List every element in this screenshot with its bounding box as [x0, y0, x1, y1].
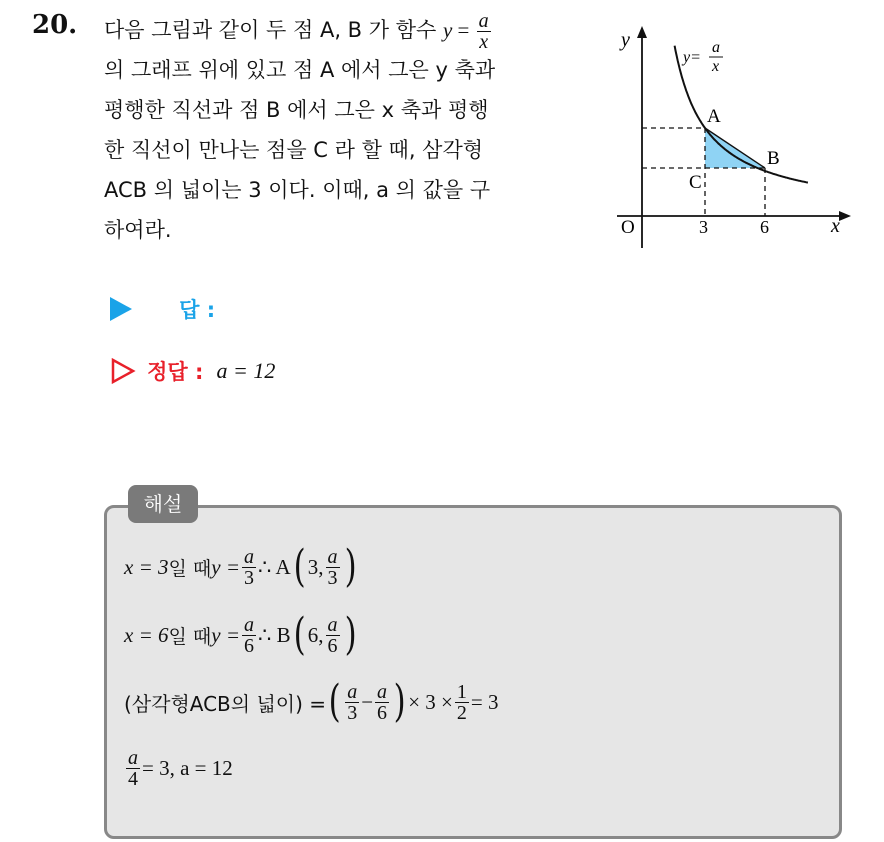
question-line-1-text: 다음 그림과 같이 두 점 A, B 가 함수: [104, 18, 443, 42]
correct-answer-label: 정답 :: [147, 360, 204, 384]
x-axis-arrow: [839, 211, 851, 221]
question-line-4: 한 직선이 만나는 점을 C 라 할 때, 삼각형: [104, 138, 484, 162]
sol1-frac-num: a: [244, 545, 254, 568]
sol2-therefore: ∴ B: [258, 622, 291, 647]
sol3-frac1: [345, 682, 359, 723]
sol3-lparen: (: [328, 676, 341, 727]
y-axis-arrow: [637, 26, 647, 38]
sol4-frac-den: 4: [128, 768, 138, 790]
solution-line-2: [124, 609, 359, 660]
sol1-frac-den: 3: [244, 566, 254, 589]
sol3-rparen: ): [393, 676, 406, 727]
point-b-label: B: [767, 148, 780, 169]
sol2-pfrac-den: 6: [327, 634, 338, 657]
sol4-frac: [126, 748, 140, 789]
sol2-pfrac: [326, 615, 340, 656]
sol3-frac2: [375, 682, 389, 723]
question-text: [104, 10, 584, 250]
function-graph: [605, 20, 865, 250]
sol2-ko: 일 때: [168, 625, 212, 648]
sol3-minus: −: [361, 689, 374, 714]
sol2-frac-den: 6: [244, 634, 254, 657]
sol3-frac2-num: a: [377, 680, 388, 703]
sol3-frac3-den: 2: [456, 701, 467, 724]
sol1-lparen: (: [293, 541, 306, 592]
sol1-frac: [242, 547, 256, 588]
sol1-x: x = 3: [124, 554, 169, 579]
sol3-frac2-den: 6: [377, 701, 388, 724]
curve-label-den: x: [712, 58, 720, 75]
sol1-pfrac: [326, 547, 340, 588]
solution-line-4: [124, 748, 233, 789]
question-func-num: a: [478, 9, 489, 32]
y-axis-label: y: [621, 29, 630, 51]
sol3-times: × 3 ×: [408, 689, 453, 714]
play-outline-icon: [110, 358, 136, 384]
origin-label: O: [621, 217, 635, 238]
solution-line-3: [124, 676, 499, 727]
x-axis-label: x: [831, 215, 840, 237]
play-filled-icon: [110, 297, 132, 321]
sol3-area-label: (삼각형ACB의 넓이) =: [124, 691, 327, 716]
sol3-frac3: [455, 682, 469, 723]
question-func-den: x: [479, 30, 489, 53]
sol2-rparen: ): [344, 609, 357, 660]
sol2-coord: 6,: [307, 622, 324, 647]
sol2-frac-num: a: [244, 613, 254, 636]
sol4-frac-num: a: [128, 747, 138, 769]
question-number: 20.: [32, 10, 78, 40]
sol3-frac3-num: 1: [456, 680, 467, 703]
question-line-6: 하여라.: [104, 218, 172, 242]
sol1-pfrac-num: a: [327, 545, 338, 568]
sol2-x: x = 6: [124, 622, 169, 647]
sol3-frac1-den: 3: [347, 701, 358, 724]
sol2-y: y =: [211, 622, 240, 647]
sol1-ko: 일 때: [168, 557, 212, 580]
answer-label: 답 :: [179, 298, 216, 322]
question-func-fraction: [477, 11, 491, 52]
solution-tab: 해설: [128, 485, 198, 523]
point-c-label: C: [689, 172, 702, 193]
question-line-2: 의 그래프 위에 있고 점 A 에서 그은 y 축과: [104, 58, 496, 82]
question-line-1: [104, 9, 584, 53]
sol2-frac: [242, 615, 256, 656]
sol1-pfrac-den: 3: [327, 566, 338, 589]
sol3-result: = 3: [470, 689, 499, 714]
tick-3-label: 3: [699, 217, 708, 237]
sol3-frac1-num: a: [347, 680, 358, 703]
answer-row: [110, 294, 215, 324]
question-line-5: ACB 의 넓이는 3 이다. 이때, a 의 값을 구: [104, 178, 491, 202]
sol1-y: y =: [211, 554, 240, 579]
sol2-lparen: (: [293, 609, 306, 660]
point-a-label: A: [707, 106, 721, 127]
curve-label-y: y=: [683, 49, 701, 66]
curve-label-num: a: [712, 39, 720, 56]
solution-line-1: [124, 541, 359, 592]
question-line-3: 평행한 직선과 점 B 에서 그은 x 축과 평행: [104, 98, 489, 122]
question-func-eq: =: [452, 18, 475, 42]
tick-6-label: 6: [760, 217, 769, 237]
sol2-pfrac-num: a: [327, 613, 338, 636]
correct-answer-row: [110, 356, 275, 386]
sol4-result: = 3, a = 12: [142, 756, 233, 780]
correct-answer-value: a = 12: [216, 358, 276, 383]
sol1-coord: 3,: [307, 554, 324, 579]
sol1-therefore: ∴ A: [258, 554, 291, 579]
question-func-y: y: [442, 18, 453, 42]
sol1-rparen: ): [344, 541, 357, 592]
